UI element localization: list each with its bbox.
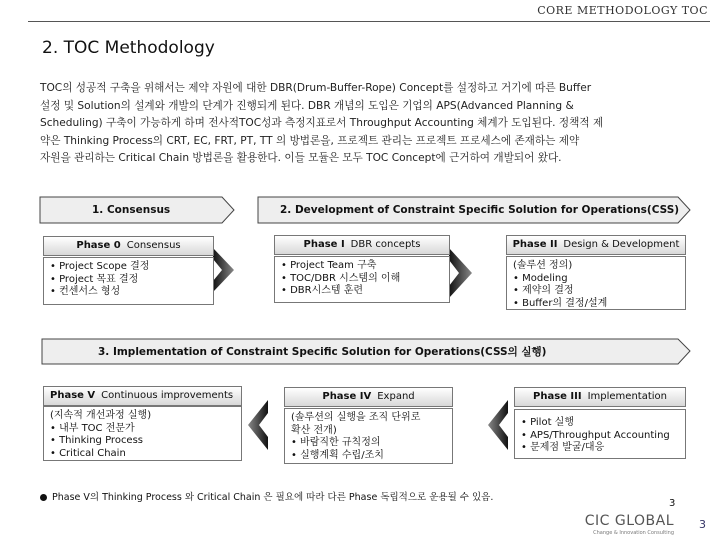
phase4-header xyxy=(284,387,453,407)
list-item: • APS/Throughput Accounting xyxy=(521,429,670,441)
phase0-name: Consensus xyxy=(126,240,181,251)
development-banner-label: 2. Development of Constraint Specific Solution for Operations(CSS) xyxy=(280,204,680,216)
intro-paragraph: TOC의 성공적 구축을 위해서는 제약 자원에 대한 DBR(Drum-Buffer-Rope) Concept를 설정하고 거기에 따른 Buffer 설정 및 Solution의 설계와 개발의 단계가 진행되게 된다. DBR 개념의 도입은 기업의 APS(Advanced Planning & Scheduling) 구축이 가능하게 하며 전사적TOC성과 측정지표로서 Throughput Accounting 체계가 도입된다. 정책적 제 약은 Thinking Process의 CRT, EC, FRT, PT, TT 의 방법론을, 프로젝트 관리는 프로젝트 프로세스에 존재하는 제약 자원을 관리하는 Critical Chain 방법론을 활용한다. 이들 모듈은 모두 TOC Concept에 근거하여 개발되어 왔다. xyxy=(40,82,604,165)
phase4-body xyxy=(284,408,453,464)
chevron-right-icon xyxy=(213,248,234,292)
phase5-tag: Phase V xyxy=(50,390,96,401)
list-item: • Project Scope 결정 xyxy=(50,261,150,272)
phase3-tag: Phase III xyxy=(533,391,582,402)
list-item: • 내부 TOC 전문가 xyxy=(50,422,135,434)
list-item: • Modeling xyxy=(513,272,568,284)
list-item: • Buffer의 결정/설계 xyxy=(513,297,608,309)
list-item: (솔루션의 실행을 조직 단위로 xyxy=(291,412,421,423)
phase1-tag: Phase I xyxy=(303,239,345,250)
implementation-banner-label: 3. Implementation of Constraint Specific Solution for Operations(CSS의 실행) xyxy=(98,346,547,358)
phase5-name: Continuous improvements xyxy=(101,390,234,401)
footnote xyxy=(40,489,493,503)
bullet-icon xyxy=(40,494,47,501)
list-item: (지속적 개선과정 실행) xyxy=(50,410,152,421)
phase5-body xyxy=(43,406,242,461)
development-banner xyxy=(258,197,690,223)
list-item: • 문제점 발굴/대응 xyxy=(521,442,605,453)
phase3-header xyxy=(514,387,686,407)
footer-page-number: 3 xyxy=(699,518,706,531)
page-number: 3 xyxy=(669,498,676,509)
phase3-name: Implementation xyxy=(587,391,667,402)
phase1-name: DBR concepts xyxy=(350,239,421,250)
list-item: • 제약의 결정 xyxy=(513,285,574,296)
list-item: • Critical Chain xyxy=(50,447,126,459)
consensus-banner xyxy=(40,197,234,223)
phase0-header xyxy=(43,236,214,256)
phase1-body xyxy=(274,256,450,303)
company-logo-tagline: Change & Innovation Consulting xyxy=(593,530,674,536)
footnote-text: Phase V의 Thinking Process 와 Critical Chain 은 필요에 따라 다른 Phase 독립적으로 운용될 수 있음. xyxy=(52,492,494,503)
page-title: 2. TOC Methodology xyxy=(42,38,215,58)
phase2-body xyxy=(506,256,686,310)
chevron-left-icon xyxy=(248,400,268,450)
list-item: • 실행계획 수립/조치 xyxy=(291,449,384,461)
list-item: • DBR시스템 훈련 xyxy=(281,285,364,296)
phase1-header xyxy=(274,235,450,255)
phase0-body xyxy=(43,257,214,305)
chevron-left-icon xyxy=(488,400,508,450)
implementation-banner xyxy=(42,339,690,365)
list-item: 확산 전개) xyxy=(291,424,337,436)
phase5-header xyxy=(43,386,242,406)
list-item: • 바람직한 규칙정의 xyxy=(291,437,381,448)
phase2-tag: Phase II xyxy=(512,239,558,250)
phase2-name: Design & Development xyxy=(563,239,680,250)
phase4-tag: Phase IV xyxy=(322,391,372,402)
phase2-header xyxy=(506,235,686,255)
phase3-body xyxy=(514,409,686,459)
list-item: • Pilot 실행 xyxy=(521,417,574,428)
company-logo: CIC GLOBAL xyxy=(584,513,674,529)
list-item: • Project Team 구축 xyxy=(281,260,377,271)
chevron-right-icon xyxy=(449,248,472,298)
consensus-banner-label: 1. Consensus xyxy=(92,204,171,216)
list-item: • TOC/DBR 시스템의 이해 xyxy=(281,272,401,284)
list-item: • 컨센서스 형성 xyxy=(50,286,121,297)
list-item: • Project 목표 결정 xyxy=(50,273,139,285)
phase0-tag: Phase 0 xyxy=(76,240,121,251)
list-item: (솔루션 정의) xyxy=(513,260,573,271)
list-item: • Thinking Process xyxy=(50,435,144,446)
phase4-name: Expand xyxy=(377,391,415,402)
header-section-tag: CORE METHODOLOGY TOC xyxy=(537,4,708,17)
